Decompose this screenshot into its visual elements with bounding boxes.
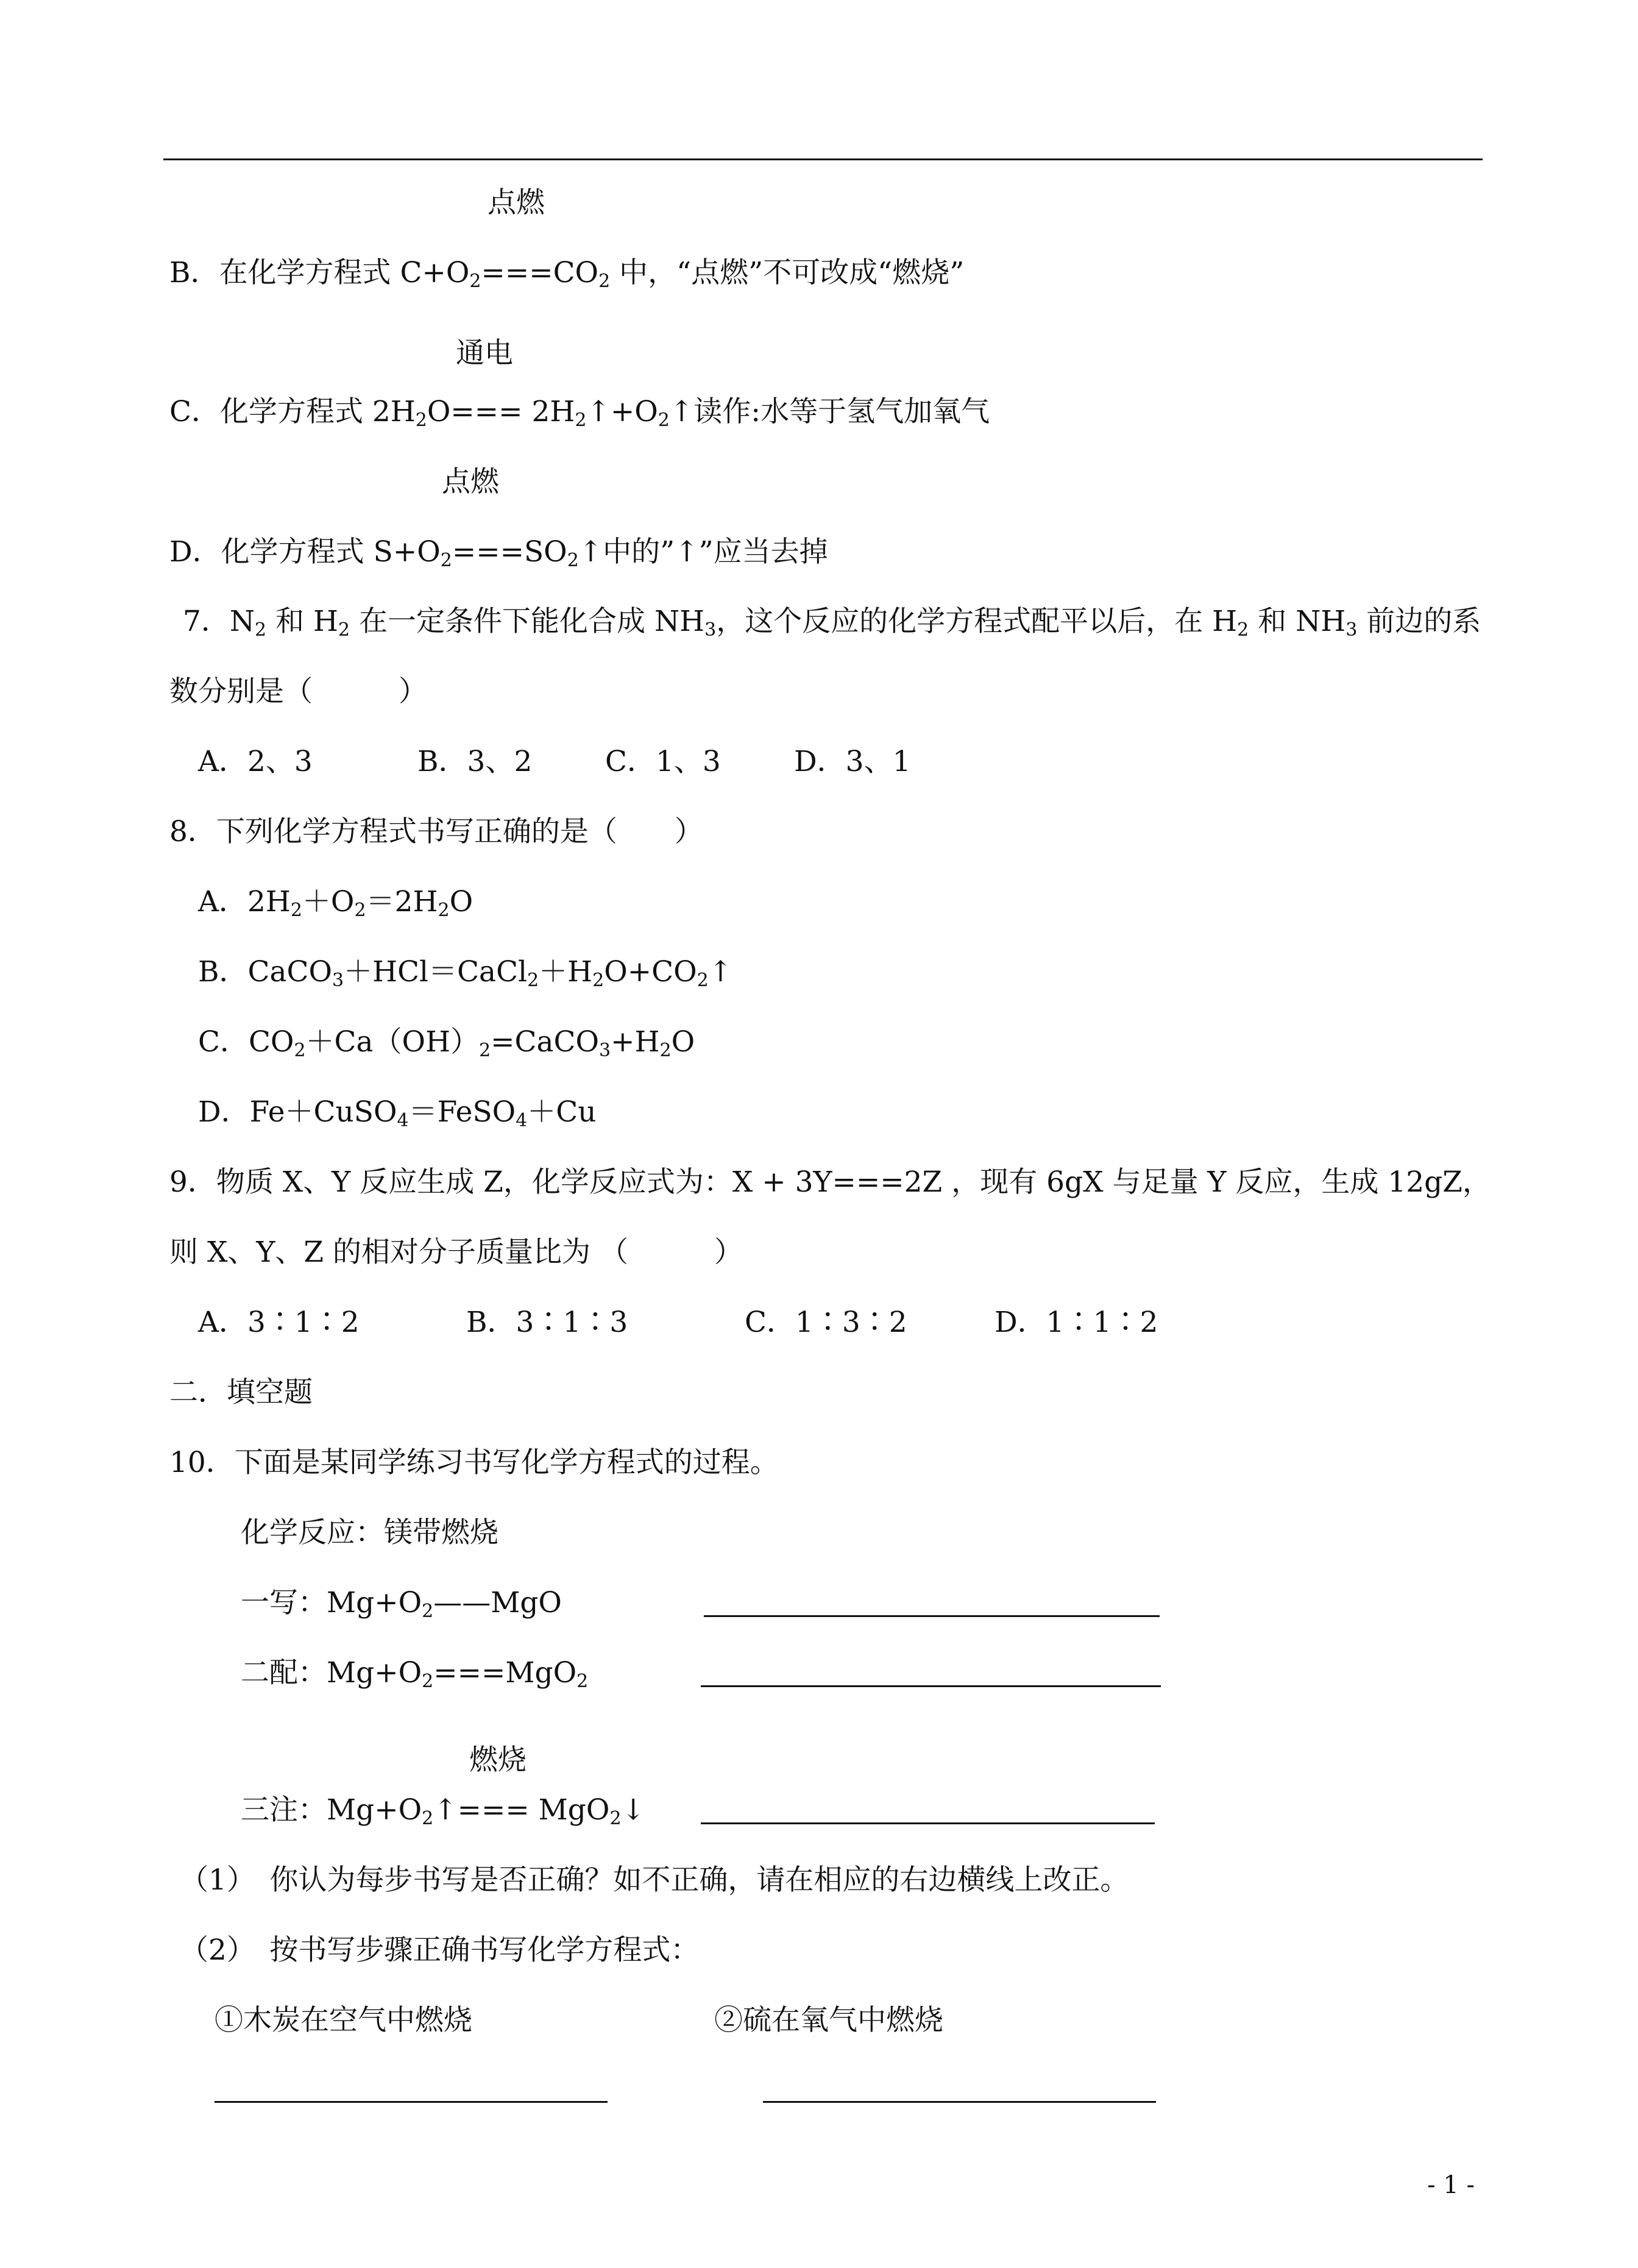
q7-stem: 7．$N_2$ 和 $H_2$ 在一定条件下能化合成 $NH_3$，这个反应的化学方程式配平以后，在 $H_2$ 和 $NH_3$ 前边的系	[183, 605, 1481, 641]
answer-line	[214, 2101, 608, 2103]
q9-option-c: C．1∶3∶2	[745, 1306, 907, 1339]
q10-subquestion-1: （1） 你认为每步书写是否正确？如不正确，请在相应的右边横线上改正。	[180, 1863, 1129, 1897]
header-rule	[163, 158, 1483, 160]
reaction-condition-burn: 燃烧	[469, 1743, 526, 1777]
q9-stem-line2: 则 X、Y、Z 的相对分子质量比为 （ ）	[169, 1235, 743, 1269]
reaction-condition-ignite: 点燃	[442, 465, 499, 499]
q7-stem-line2: 数分别是（ ）	[169, 675, 427, 708]
q10-subquestion-2: （2） 按书写步骤正确书写化学方程式：	[180, 1933, 700, 1967]
page-number: - 1 -	[1427, 2171, 1475, 2199]
q8-option-a: A．$2H_2+O_2=2H_2O$	[198, 885, 473, 921]
q9-option-b: B．3∶1∶3	[466, 1306, 628, 1339]
q9-stem: 9．物质 X、Y 反应生成 Z，化学反应式为：X + 3Y===2Z ，现有 6gX 与足量 Y 反应，生成 12gZ，	[169, 1165, 1491, 1199]
reaction-condition-ignite: 点燃	[488, 186, 545, 219]
q7-option-c: C．1、3	[605, 745, 721, 778]
q10-reaction: 化学反应：镁带燃烧	[241, 1516, 498, 1549]
q8-option-c: C．$CO_2+Ca(OH)_2=CaCO_3+H_2O$	[198, 1025, 695, 1061]
reaction-condition-electric: 通电	[456, 336, 513, 370]
answer-line	[701, 1685, 1161, 1687]
q7-option-a: A．2、3	[198, 745, 313, 778]
q8-stem: 8．下列化学方程式书写正确的是（ ）	[169, 815, 703, 848]
section-heading: 二．填空题	[169, 1376, 313, 1409]
answer-line	[704, 1615, 1160, 1617]
answer-line	[763, 2101, 1156, 2103]
q10-step-balance: 二配：$Mg+O_2===MgO_2$	[241, 1656, 589, 1692]
answer-line	[701, 1822, 1155, 1824]
q9-option-d: D．1∶1∶2	[994, 1306, 1158, 1339]
q10-stem: 10．下面是某同学练习书写化学方程式的过程。	[169, 1446, 779, 1479]
q9-option-a: A．3∶1∶2	[198, 1306, 360, 1339]
q7-option-b: B．3、2	[417, 745, 533, 778]
q6-option-d: D．化学方程式 $S+O_2===SO_2↑$中的”↑”应当去掉	[169, 535, 828, 571]
q8-option-b: B．$CaCO_3+HCl=CaCl_2+H_2O+CO_2↑$	[198, 955, 733, 991]
q6-option-c: C．化学方程式 $2H_2O===$ $2H_2↑+O_2↑$读作:水等于氢气加氧气	[169, 395, 990, 431]
q10-item-charcoal: ①木炭在空气中燃烧	[214, 2003, 472, 2037]
q10-item-sulfur: ②硫在氧气中燃烧	[714, 2003, 943, 2037]
q7-option-d: D．3、1	[794, 745, 911, 778]
q6-option-b: B．在化学方程式 $C+O_2===CO_2$ 中，“点燃”不可改成“燃烧”	[169, 256, 965, 292]
q8-option-d: D．Fe＋CuSO$_4$＝FeSO$_4$＋Cu	[198, 1095, 597, 1131]
q10-step-write: 一写：$Mg+O_2——MgO$	[241, 1586, 562, 1622]
q10-step-annotate: 三注：$Mg+O_2↑===$ MgO$_2$↓	[241, 1793, 645, 1829]
